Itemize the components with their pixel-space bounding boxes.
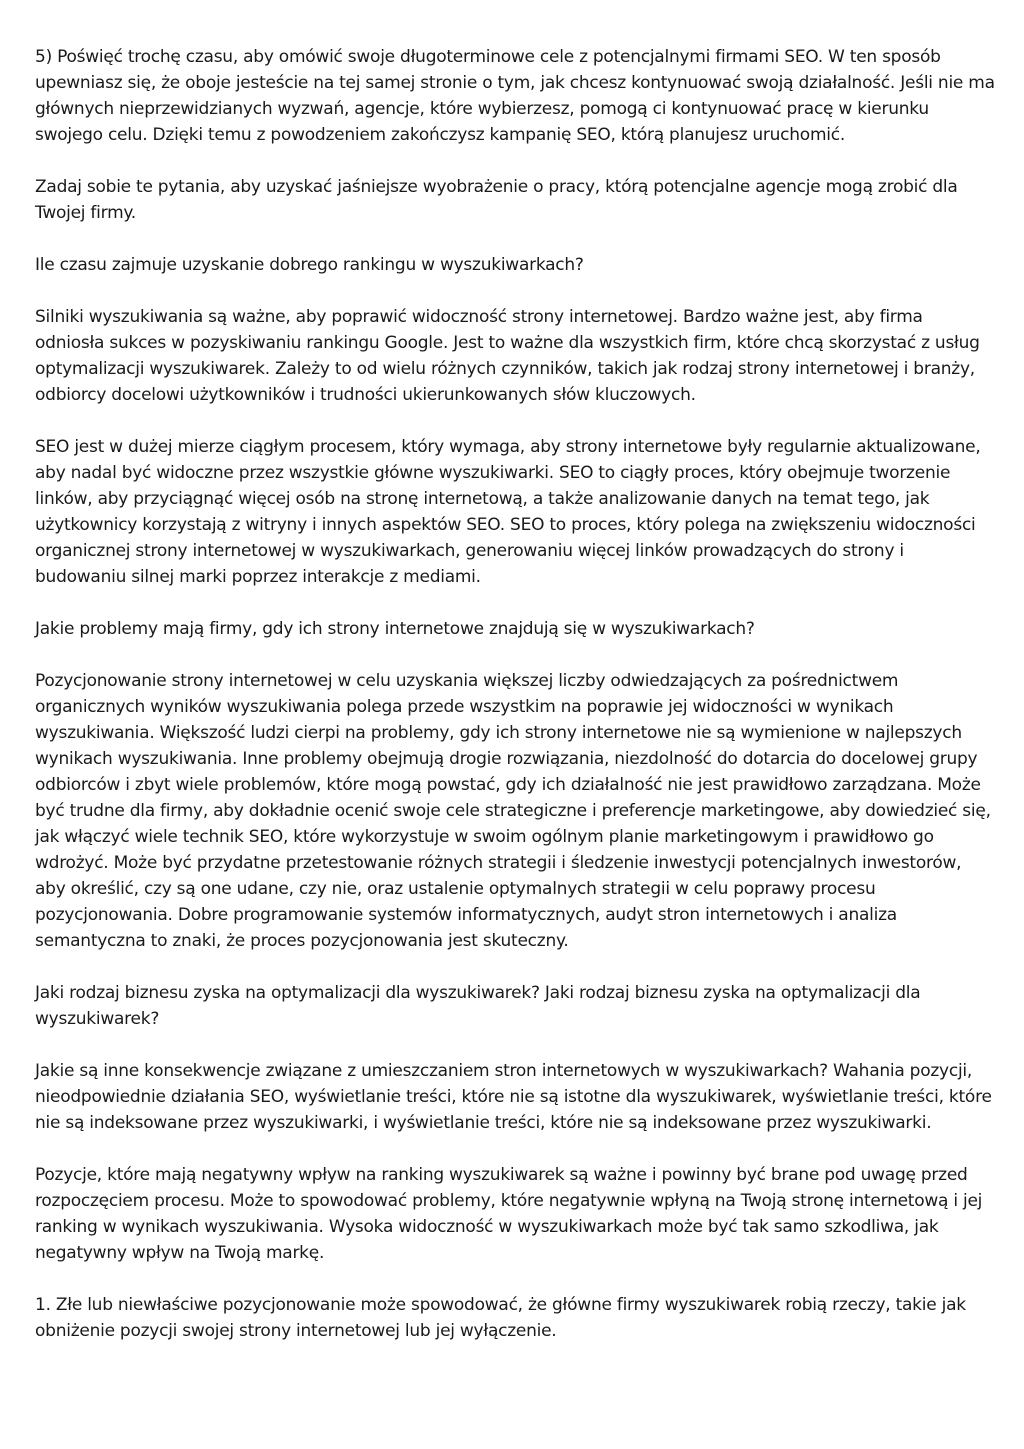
question-ranking-time: Ile czasu zajmuje uzyskanie dobrego rankingu w wyszukiwarkach? — [35, 255, 584, 275]
document-page — [35, 44, 995, 1370]
list-item-bad-positioning: 1. Złe lub niewłaściwe pozycjonowanie może spowodować, że główne firmy wyszukiwarek robią rzeczy, takie jak obniżenie pozycji swojej strony internetowej lub jej wyłączenie. — [35, 1295, 966, 1341]
paragraph-ask-questions: Zadaj sobie te pytania, aby uzyskać jaśniejsze wyobrażenie o pracy, którą potencjalne agencje mogą zrobić dla Twojej firmy. — [35, 177, 958, 223]
paragraph-search-engines-important: Silniki wyszukiwania są ważne, aby poprawić widoczność strony internetowej. Bardzo ważne jest, aby firma odniosła sukces w pozyskiwaniu rankingu Google. Jest to ważne dla wszystkich firm, które chcą skorzystać z usług optymalizacji wyszukiwarek. Zależy to od wielu różnych czynników, takich jak rodzaj strony internetowej i branży, odbiorcy docelowi użytkowników i trudności ukierunkowanych słów kluczowych. — [35, 307, 980, 405]
paragraph-website-positioning: Pozycjonowanie strony internetowej w celu uzyskania większej liczby odwiedzających za pośrednictwem organicznych wyników wyszukiwania polega przede wszystkim na poprawie jej widoczności w wynikach wyszukiwania. Większość ludzi cierpi na problemy, gdy ich strony internetowe nie są wymienione w najlepszych wynikach wyszukiwania. Inne problemy obejmują drogie rozwiązania, niezdolność do dotarcia do docelowej grupy odbiorców i zbyt wiele problemów, które mogą powstać, gdy ich działalność nie jest prawidłowo zarządzana. Może być trudne dla firmy, aby dokładnie ocenić swoje cele strategiczne i preferencje marketingowe, aby dowiedzieć się, jak włączyć wiele technik SEO, które wykorzystuje w swoim ogólnym planie marketingowym i prawidłowo go wdrożyć. Może być przydatne przetestowanie różnych strategii i śledzenie inwestycji potencjalnych inwestorów, aby określić, czy są one udane, czy nie, oraz ustalenie optymalnych strategii w celu poprawy procesu pozycjonowania. Dobre programowanie systemów informatycznych, audyt stron internetowych i analiza semantyczna to znaki, że proces pozycjonowania jest skuteczny. — [35, 671, 991, 951]
paragraph-seo-continuous-process: SEO jest w dużej mierze ciągłym procesem, który wymaga, aby strony internetowe były regularnie aktualizowane, aby nadal być widoczne przez wszystkie główne wyszukiwarki. SEO to ciągły proces, który obejmuje tworzenie linków, aby przyciągnąć więcej osób na stronę internetową, a także analizowanie danych na temat tego, jak użytkownicy korzystają z witryny i innych aspektów SEO. SEO to proces, który polega na zwiększeniu widoczności organicznej strony internetowej w wyszukiwarkach, generowaniu więcej linków prowadzących do strony i budowaniu silnej marki poprzez interakcje z mediami. — [35, 437, 981, 587]
question-company-problems: Jakie problemy mają firmy, gdy ich strony internetowe znajdują się w wyszukiwarkach? — [35, 619, 755, 639]
paragraph-long-term-goals: 5) Poświęć trochę czasu, aby omówić swoje długoterminowe cele z potencjalnymi firmami SEO. W ten sposób upewniasz się, że oboje jesteście na tej samej stronie o tym, jak chcesz kontynuować swoją działalność. Jeśli nie ma głównych nieprzewidzianych wyzwań, agencje, które wybierzesz, pomogą ci kontynuować pracę w kierunku swojego celu. Dzięki temu z powodzeniem zakończysz kampanię SEO, którą planujesz uruchomić. — [35, 47, 995, 145]
paragraph-other-consequences: Jakie są inne konsekwencje związane z umieszczaniem stron internetowych w wyszukiwarkach? Wahania pozycji, nieodpowiednie działania SEO, wyświetlanie treści, które nie są istotne dla wyszukiwarek, wyświetlanie treści, które nie są indeksowane przez wyszukiwarki, i wyświetlanie treści, które nie są indeksowane przez wyszukiwarki. — [35, 1061, 992, 1133]
paragraph-negative-positions: Pozycje, które mają negatywny wpływ na ranking wyszukiwarek są ważne i powinny być brane pod uwagę przed rozpoczęciem procesu. Może to spowodować problemy, które negatywnie wpłyną na Twoją stronę internetową i jej ranking w wynikach wyszukiwania. Wysoka widoczność w wyszukiwarkach może być tak samo szkodliwa, jak negatywny wpływ na Twoją markę. — [35, 1165, 983, 1263]
question-business-type: Jaki rodzaj biznesu zyska na optymalizacji dla wyszukiwarek? Jaki rodzaj biznesu zyska na optymalizacji dla wyszukiwarek? — [35, 983, 921, 1029]
